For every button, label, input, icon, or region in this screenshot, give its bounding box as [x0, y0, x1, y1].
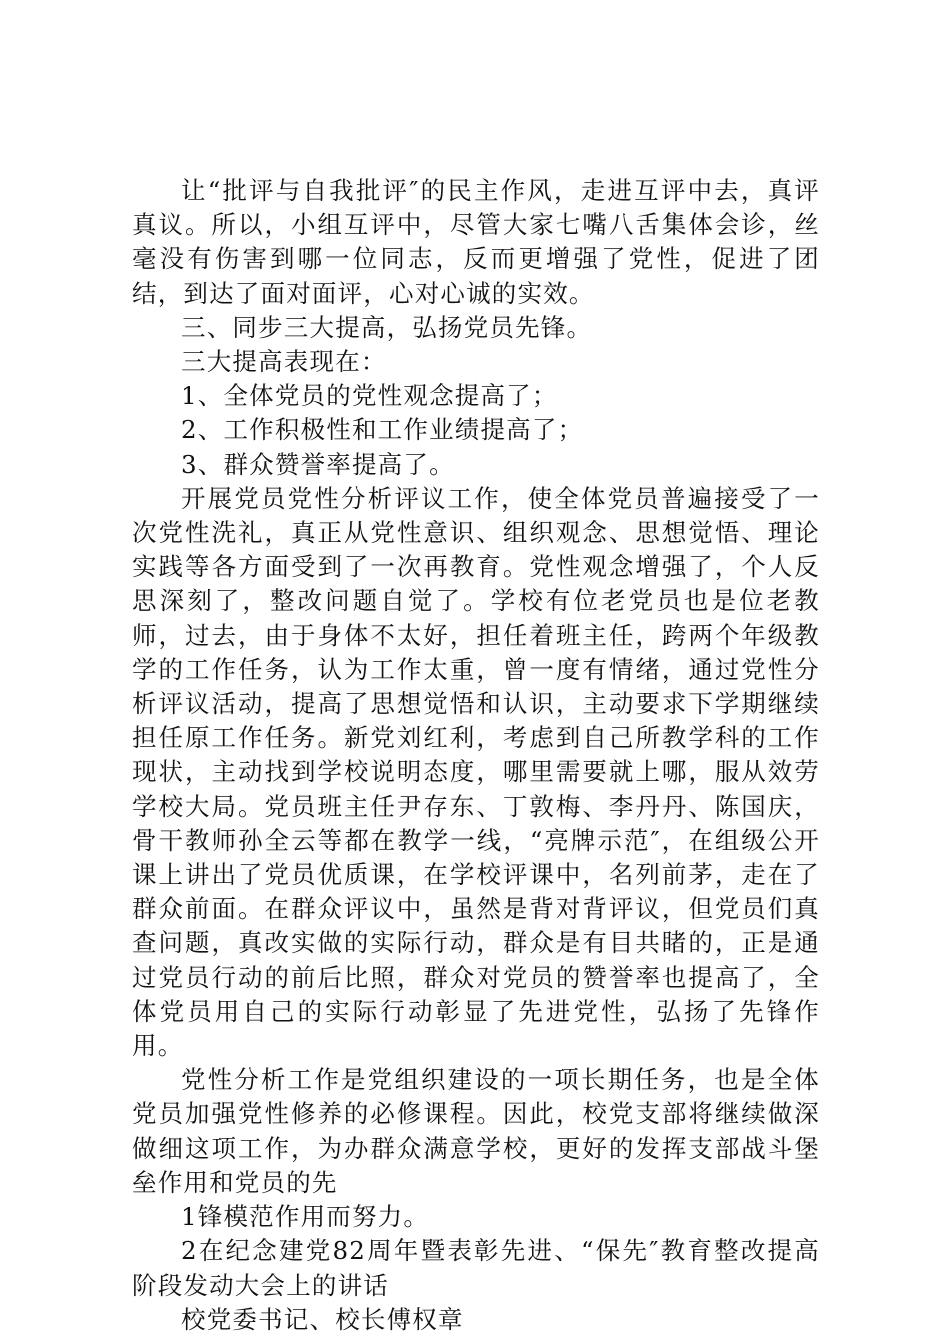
paragraph-criticism: 让“批评与自我批评″的民主作风，走进互评中去，真评真议。所以，小组互评中，尽管大家七嘴八舌集体会诊，丝毫没有伤害到哪一位同志，反而更增强了党性，促进了团结，到达了面对面评，心对心诚的实效。	[132, 176, 820, 308]
paragraph-improvements-intro: 三大提高表现在：	[181, 347, 387, 377]
paragraph-evaluation-results: 开展党员党性分析评议工作，使全体党员普遍接受了一次党性洗礼，真正从党性意识、组织观念、思想觉悟、理论实践等各方面受到了一次再教育。党性观念增强了，个人反思深刻了，整改问题自觉了。学校有位老党员也是位老教师，过去，由于身体不太好，担任着班主任，跨两个年级教学的工作任务，认为工作太重，曾一度有情绪，通过党性分析评议活动，提高了思想觉悟和认识，主动要求下学期继续担任原工作任务。新党刘红利，考虑到自己所教学科的工作现状，主动找到学校说明态度，哪里需要就上哪，服从效劳学校大局。党员班主任尹存东、丁敦梅、李丹丹、陈国庆，骨干教师孙全云等都在教学一线，“亮牌示范″，在组级公开课上讲出了党员优质课，在学校评课中，名列前茅，走在了群众前面。在群众评议中，虽然是背对背评议，但党员们真查问题，真改实做的实际行动，群众是有目共睹的，正是通过党员行动的前后比照，群众对党员的赞誉率也提高了，全体党员用自己的实际行动彰显了先进党性，弘扬了先锋作用。	[132, 483, 820, 1061]
list-item-2: 2、工作积极性和工作业绩提高了；	[181, 415, 584, 445]
paragraph-conclusion: 党性分析工作是党组织建设的一项长期任务，也是全体党员加强党性修养的必修课程。因此，校党支部将继续做深做细这项工作，为办群众满意学校，更好的发挥支部战斗堡垒作用和党员的先	[132, 1065, 820, 1197]
speech-title: 2在纪念建党82周年暨表彰先进、“保先″教育整改提高阶段发动大会上的讲话	[132, 1236, 820, 1300]
paragraph-vanguard: 1锋模范作用而努力。	[181, 1202, 430, 1232]
list-item-1: 1、全体党员的党性观念提高了；	[181, 381, 558, 411]
list-item-3: 3、群众赞誉率提高了。	[181, 449, 455, 479]
document-body	[132, 174, 820, 1337]
heading-three-improvements: 三、同步三大提高，弘扬党员先锋。	[181, 312, 593, 342]
speaker-line: 校党委书记、校长傅权章	[181, 1304, 464, 1334]
